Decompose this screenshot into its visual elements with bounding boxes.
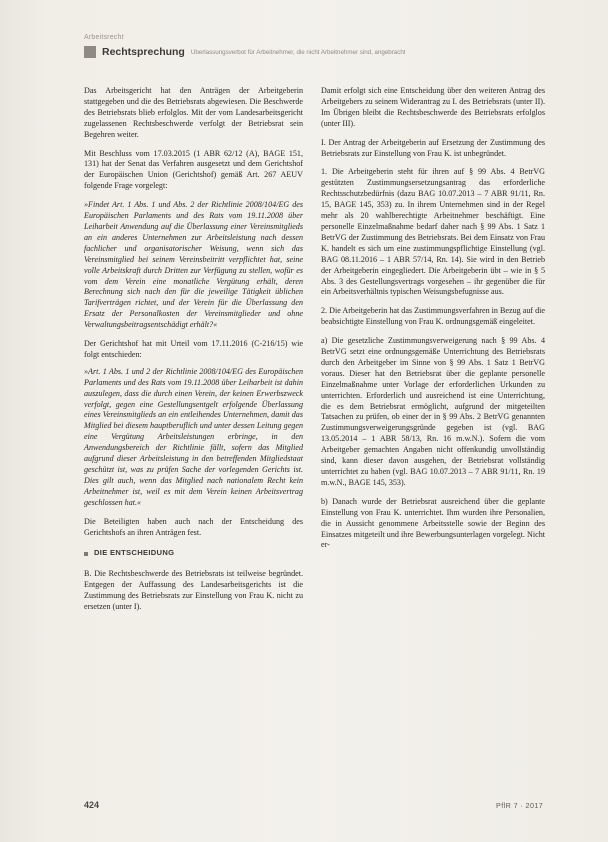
quoted-question: »Findet Art. 1 Abs. 1 und Abs. 2 der Richtlinie 2008/104/EG des Europäischen Parlaments und des Rats vom 19.11.2008 über Leiharbeit Anwendung auf die Überlassung einer Vereinsmitglieds an ein anderes Unternehmen zur Arbeitsleistung nach dessen fachlicher und organisatorischer Weisung, wenn sich das Vereinsmitglied bei seinem Vereinsbeitritt verpflichtet hat, seine volle Arbeitskraft durch Dritten zur Verfügung zu stellen, wofür es vom dem Verein eine monatliche Vergütung erhält, deren Berechnung sich nach den für die jeweilige Tätigkeit üblichen Tarifverträgen richtet, und der Verein für die Überlassung den Ersatz der Personalkosten der Vereinsmitglieder und ohne Verwaltungsbeitragsentschädigt erhält?« [84, 200, 303, 330]
paragraph: B. Die Rechtsbeschwerde des Betriebsrats ist teilweise begründet. Entgegen der Auffassung des Landesarbeitsgerichts ist die Zustimmung des Betriebsrats zur Einstellung von Frau K. nicht zu ersetzen (unter I). [84, 569, 303, 612]
section-heading [84, 548, 303, 559]
paragraph: Mit Beschluss vom 17.03.2015 (1 ABR 62/12 (A), BAGE 151, 131) hat der Senat das Verfahren ausgesetzt und dem Gerichtshof der Europäischen Union (Gerichtshof) gemäß Art. 267 AEUV folgende Frage vorgelegt: [84, 148, 303, 191]
right-column [321, 86, 545, 559]
bullet-square-icon [84, 552, 88, 556]
paragraph: 1. Die Arbeitgeberin steht für ihren auf § 99 Abs. 4 BetrVG gestützten Zustimmungsersetzungsantrag das erforderliche Rechtsschutzbedürfnis (dazu BAG 10.07.2013 – 7 ABR 91/11, Rn. 15, BAGE 145, 353) zu. In ihrem Unternehmen sind in der Regel mehr als 20 wahlberechtigte Arbeitnehmer beschäftigt. Eine personelle Einzelmaßnahme bedarf daher nach § 99 Abs. 1 Satz 1 BetrVG der Zustimmung des Betriebsrats. Bei dem Einsatz von Frau K. handelt es sich um eine zustimmungspflichtige Einstellung (vgl. BAG 08.11.2016 – 1 ABR 57/14, Rn. 14). Sie wird in den Betrieb der Arbeitgeberin eingegliedert. Die Arbeitgeberin übt – wie in § 5 Abs. 3 des Gestellungsvertrags vorgesehen – ihr gegenüber die für ein Arbeitsverhältnis typischen Weisungsbefugnisse aus. [321, 167, 545, 297]
paragraph: Das Arbeitsgericht hat den Anträgen der Arbeitgeberin stattgegeben und die des Betriebsrats abgewiesen. Die Beschwerde des Betriebsrats blieb erfolglos. Mit der vom Landesarbeitsgericht zugelassenen Rechtsbeschwerde verfolgt der Betriebsrat sein Begehren weiter. [84, 86, 303, 139]
left-column [84, 86, 303, 621]
header-subtitle: Überlassungsverbot für Arbeitnehmer, die nicht Arbeitnehmer sind, angebracht [190, 48, 406, 56]
journal-reference: PflR 7 · 2017 [496, 801, 544, 810]
paragraph: 2. Die Arbeitgeberin hat das Zustimmungsverfahren in Bezug auf die beabsichtigte Einstellung von Frau K. ordnungsgemäß eingeleitet. [321, 306, 545, 327]
section-label: Arbeitsrecht [84, 34, 124, 41]
quoted-ruling: »Art. 1 Abs. 1 und 2 der Richtlinie 2008/104/EG des Europäischen Parlaments und des Rats vom 19.11.2008 über Leiharbeit ist dahin auszulegen, dass die durch einen Verein, der keinen Erwerbszweck verfolgt, gegen eine Gestellungsentgelt erfolgende Überlassung eines Vereinsmitglieds an ein entleihendes Unternehmen, damit das Mitglied bei diesem hauptberuflich und unter dessen Leitung gegen eine Vergütung Arbeitsleistungen erbringe, in den Anwendungsbereich der Richtlinie fällt, sofern das Mitglied aufgrund dieser Arbeitsleistung in den betreffenden Mitgliedstaat geschützt ist, was zu prüfen Sache der vorlegenden Gerichts ist. Dies gilt auch, wenn das Mitglied nach nationalem Recht kein Arbeitnehmer ist, weil es mit dem Verein keinen Arbeitsvertrag geschlossen hat.« [84, 366, 303, 507]
paragraph: Der Gerichtshof hat mit Urteil vom 17.11.2016 (C-216/15) wie folgt entschieden: [84, 339, 303, 359]
paragraph: I. Der Antrag der Arbeitgeberin auf Ersetzung der Zustimmung des Betriebsrats zur Einstellung von Frau K. ist unbegründet. [321, 137, 545, 158]
paragraph: Damit erfolgt sich eine Entscheidung über den weiteren Antrag des Arbeitgebers zu seinem Widerantrag zu I. des Betriebsrats (unter II). Im Übrigen bleibt die Rechtsbeschwerde des Betriebsrats erfolglos (unter III). [321, 86, 545, 128]
page-number: 424 [84, 800, 100, 810]
section-heading-text: DIE ENTSCHEIDUNG [94, 548, 175, 558]
paragraph: b) Danach wurde der Betriebsrat ausreichend über die geplante Einstellung von Frau K. unterrichtet. Ihm wurden ihre Personalien, die in Aussicht genommene Arbeitsstelle sowie der Beginn des Einsatzes mitgeteilt und ihre Bewerbungsunterlagen vorgelegt. Nicht er- [321, 496, 545, 550]
paragraph: a) Die gesetzliche Zustimmungsverweigerung nach § 99 Abs. 4 BetrVG setzt eine ordnungsgemäße Unterrichtung des Betriebsrats durch den Arbeitgeber im Sinne von § 99 Abs. 1 Satz 1 BetrVG voraus. Dieser hat den Betriebsrat über die geplante personelle Einzelmaßnahme unter Vorlage der erforderlichen Urkunden zu unterrichten. Erforderlich und ausreichend ist eine Unterrichtung, die es dem Betriebsrat ermöglicht, aufgrund der mitgeteilten Tatsachen zu prüfen, ob einer der in § 99 Abs. 2 BetrVG genannten Zustimmungsverweigerungsgründe gegeben ist (vgl. BAG 13.05.2014 – 1 ABR 58/13, Rn. 16 m.w.N.). Sofern die vom Arbeitgeber gemachten Angaben nicht offenkundig unvollständig sind, kann dieser davon ausgehen, der Betriebsrat vollständig unterrichtet zu haben (vgl. BAG 10.07.2013 – 7 ABR 91/11, Rn. 19 m.w.N., BAGE 145, 353). [321, 336, 545, 487]
paragraph: Die Beteiligten haben auch nach der Entscheidung des Gerichtshofs an ihren Anträgen fest. [84, 516, 303, 537]
header-square-icon [84, 46, 96, 58]
page-header [84, 45, 554, 59]
header-title: Rechtsprechung [102, 46, 185, 58]
